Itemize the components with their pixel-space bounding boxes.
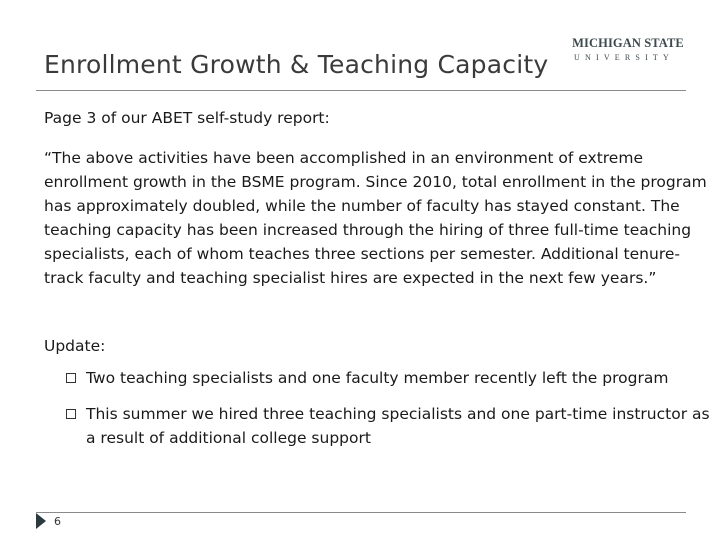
university-logo: [570, 36, 686, 66]
page-number: 6: [54, 515, 61, 528]
title-divider: [36, 90, 686, 91]
logo-subtitle: UNIVERSITY: [574, 53, 674, 62]
report-quote: “The above activities have been accomplished in an environment of extreme enrollment growth in the BSME program. Since 2010, total enrollment in the program has approximately doubled, while the number of faculty has stayed constant. The teaching capacity has been increased through the hiring of three full-time teaching specialists, each of whom teaches three sections per semester. Additional tenure-track faculty and teaching specialist hires are expected in the next few years.”: [44, 149, 707, 287]
slide-body: [44, 106, 710, 462]
logo-wordmark: MICHIGAN STATE: [572, 36, 684, 50]
bullet-text: This summer we hired three teaching specialists and one part-time instructor as a result of additional college support: [86, 405, 710, 447]
update-list: [44, 366, 710, 450]
update-label: Update:: [44, 337, 106, 355]
slide-title: Enrollment Growth & Teaching Capacity: [44, 50, 549, 79]
square-bullet-icon: [66, 409, 76, 419]
footer-divider: [36, 512, 686, 513]
list-item: [44, 366, 710, 390]
list-item: [44, 402, 710, 450]
triangle-arrow-icon: [36, 513, 46, 529]
square-bullet-icon: [66, 373, 76, 383]
intro-text: Page 3 of our ABET self-study report:: [44, 109, 330, 127]
bullet-text: Two teaching specialists and one faculty member recently left the program: [86, 369, 669, 387]
